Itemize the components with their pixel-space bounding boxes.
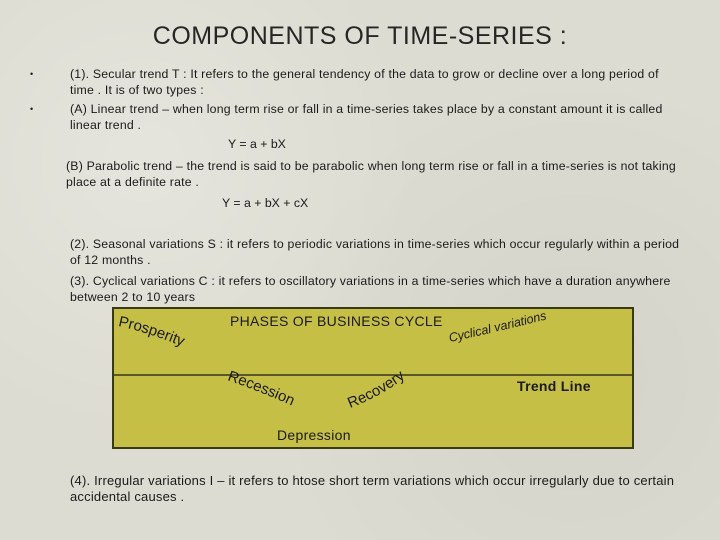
seasonal-variations-paragraph: (2). Seasonal variations S : it refers to periodic variations in time-series which occur regularly within a period of 12 months . bbox=[70, 237, 680, 267]
secular-trend-paragraph: (1). Secular trend T : It refers to the general tendency of the data to grow or decline over a long period of time . It is of two types : bbox=[70, 67, 659, 97]
recession-label: Recession bbox=[225, 367, 298, 410]
bullet-marker: • bbox=[30, 69, 34, 79]
recovery-label: Recovery bbox=[345, 367, 408, 412]
bullet-marker: • bbox=[30, 104, 34, 114]
diagram-title: PHASES OF BUSINESS CYCLE bbox=[230, 313, 443, 329]
slide-title: COMPONENTS OF TIME-SERIES : bbox=[152, 22, 568, 50]
irregular-variations-paragraph: (4). Irregular variations I – it refers to htose short term variations which occur irregularly due to certain accidental causes . bbox=[70, 473, 675, 504]
cyclical-variations-label: Cyclical variations bbox=[447, 308, 548, 345]
linear-trend-paragraph: (A) Linear trend – when long term rise or fall in a time-series takes place by a constant amount it is called linear trend . bbox=[70, 102, 663, 132]
prosperity-label: Prosperity bbox=[117, 313, 188, 351]
trend-line-label: Trend Line bbox=[517, 378, 591, 394]
parabolic-trend-paragraph: (B) Parabolic trend – the trend is said to be parabolic when long term rise or fall in a time-series is not taking place at a definite rate . bbox=[66, 159, 676, 189]
cyclical-variations-paragraph: (3). Cyclical variations C : it refers to oscillatory variations in a time-series which have a duration anywhere between 2 to 10 years bbox=[70, 274, 671, 304]
depression-label: Depression bbox=[277, 427, 351, 443]
linear-formula: Y = a + bX bbox=[228, 137, 286, 151]
parabolic-formula: Y = a + bX + cX bbox=[222, 196, 309, 210]
